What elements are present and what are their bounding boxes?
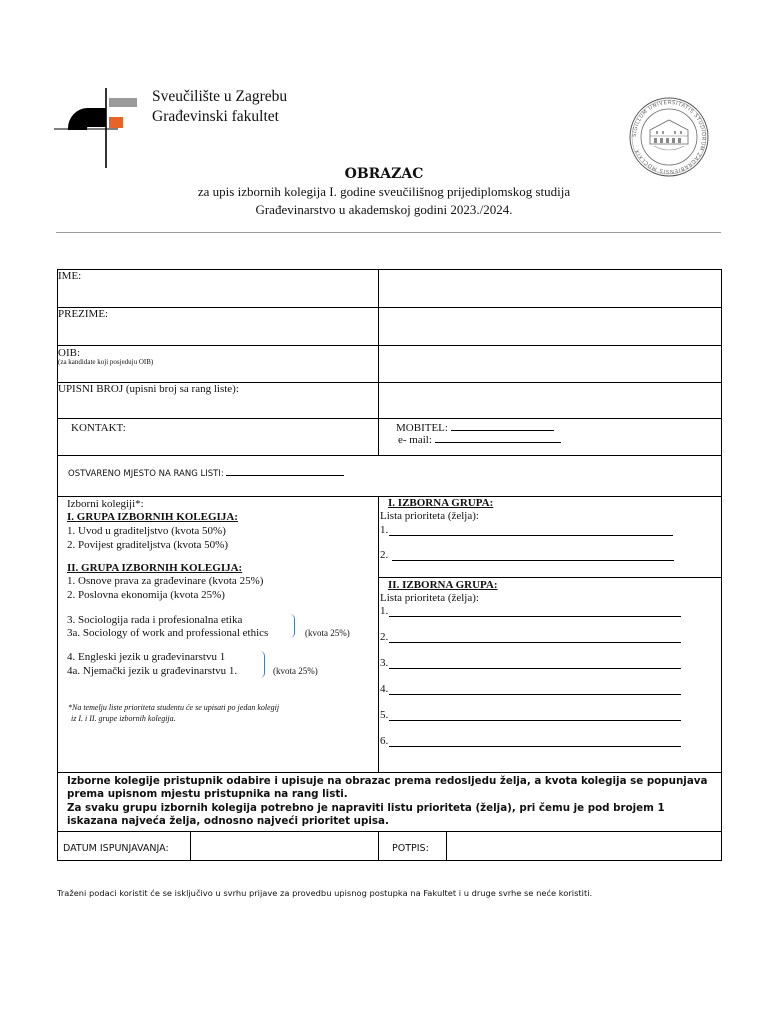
g1-num-1: 1. [380,524,389,536]
disclaimer: Traženi podaci koristit će se isključivo u svrhu prijave za provedbu upisnog postupka na Fakultet i u druge svrhe se neće koristiti. [57,888,593,898]
group2-item-3: 3. Sociologija rada i profesionalna etika [67,614,243,626]
svg-text:SIGILLUM UNIVERSITATIS STUDIOR [632,100,706,174]
group2-item-1: 1. Osnove prava za građevinare (kvota 25%) [67,575,264,587]
form-title: OBRAZAC [344,166,424,182]
footnote-line-2: iz I. i II. grupe izbornih kolegija. [71,714,176,723]
brace-3 [290,614,295,638]
quota-4: (kvota 25%) [273,666,318,676]
g2-input-5[interactable] [389,711,681,721]
faculty-logo [54,86,140,168]
izborna-grupa-1 [379,497,722,578]
izborna-grupa-2-title: II. IZBORNA GRUPA: [388,579,498,591]
label-prezime: PREZIME: [58,308,109,320]
university-name: Sveučilište u Zagrebu [152,88,288,105]
group1-item-1: 1. Uvod u graditeljstvo (kvota 50%) [67,525,226,537]
g2-input-4[interactable] [389,685,681,695]
g1-input-1[interactable] [389,526,673,536]
g2-num-1: 1. [380,605,389,617]
group2-item-2: 2. Poslovna ekonomija (kvota 25%) [67,589,225,601]
izborna-grupa-2-list-label: Lista prioriteta (želja): [380,592,479,604]
subtitle-line-1: za upis izbornih kolegija I. godine sveučilišnog prijediplomskog studija [197,184,571,199]
enrollment-form [57,269,722,861]
input-upisni-broj[interactable] [379,383,722,419]
label-ime: IME: [58,270,82,282]
input-ime[interactable] [379,270,722,308]
izborna-grupa-1-list-label: Lista prioriteta (želja): [380,510,479,522]
label-potpis: POTPIS: [392,843,429,854]
brace-4 [260,651,265,678]
quota-3: (kvota 25%) [305,628,350,638]
notice-line-1: Izborne kolegije pristupnik odabire i upisuje na obrazac prema redosljedu želja, a kvota kolegija se popunjava prema upisnom mjestu pristupnika na rang listi. [67,775,708,801]
input-potpis[interactable] [447,832,722,861]
electives-intro: Izborni kolegiji*: [67,498,144,510]
label-ostvareno-mjesto: OSTVARENO MJESTO NA RANG LISTI: [68,469,224,479]
label-datum: DATUM ISPUNJAVANJA: [63,843,169,854]
g2-input-2[interactable] [389,633,681,643]
faculty-name: Građevinski fakultet [152,108,279,125]
input-prezime[interactable] [379,308,722,346]
label-mobitel: MOBITEL: [396,422,448,434]
g2-num-3: 3. [380,657,389,669]
label-email: e- mail: [398,434,432,446]
footnote-line-1: *Na temelju liste prioriteta studentu će se upisati po jedan kolegij [68,703,280,712]
input-ostvareno-mjesto[interactable] [226,467,344,476]
g2-num-5: 5. [380,709,389,721]
title-divider [56,232,721,233]
label-oib-note: (za kandidate koji posjeduju OIB) [58,358,154,366]
notice-line-2: Za svaku grupu izbornih kolegija potrebno je napraviti listu prioriteta (želja), pri čemu je pod brojem 1 iskazana najveća želja, odnosno najveći prioritet upisa. [67,801,665,827]
g2-input-1[interactable] [389,607,681,617]
group2-item-3a: 3a. Sociology of work and professional ethics [67,627,269,639]
izborna-grupa-1-title: I. IZBORNA GRUPA: [388,497,494,509]
input-oib[interactable] [379,346,722,383]
group1-title: I. GRUPA IZBORNIH KOLEGIJA: [67,511,238,523]
label-upisni-broj: UPISNI BROJ (upisni broj sa rang liste): [58,383,239,395]
group2-item-4: 4. Engleski jezik u građevinarstvu 1 [67,651,226,663]
label-kontakt: KONTAKT: [71,422,126,434]
group2-item-4a: 4a. Njemački jezik u građevinarstvu 1. [67,665,238,677]
label-oib: OIB: [58,347,80,359]
group2-title: II. GRUPA IZBORNIH KOLEGIJA: [67,562,243,574]
subtitle-line-2: Građevinarstvo u akademskoj godini 2023./2024. [255,202,513,217]
input-mobitel[interactable] [451,422,554,431]
g2-input-6[interactable] [389,737,681,747]
input-email[interactable] [435,434,561,443]
seal-text: SIGILLUM UNIVERSITATIS STUDIORUM ZAGRABIENSIS MDCLXIX [631,99,707,175]
g2-num-6: 6. [380,735,389,747]
g1-num-2: 2. [380,549,389,561]
input-datum[interactable] [191,832,379,861]
g1-input-2[interactable] [392,551,674,561]
group1-item-2: 2. Povijest graditeljstva (kvota 50%) [67,539,228,551]
g2-num-2: 2. [380,631,389,643]
g2-input-3[interactable] [389,659,681,669]
g2-num-4: 4. [380,683,389,695]
